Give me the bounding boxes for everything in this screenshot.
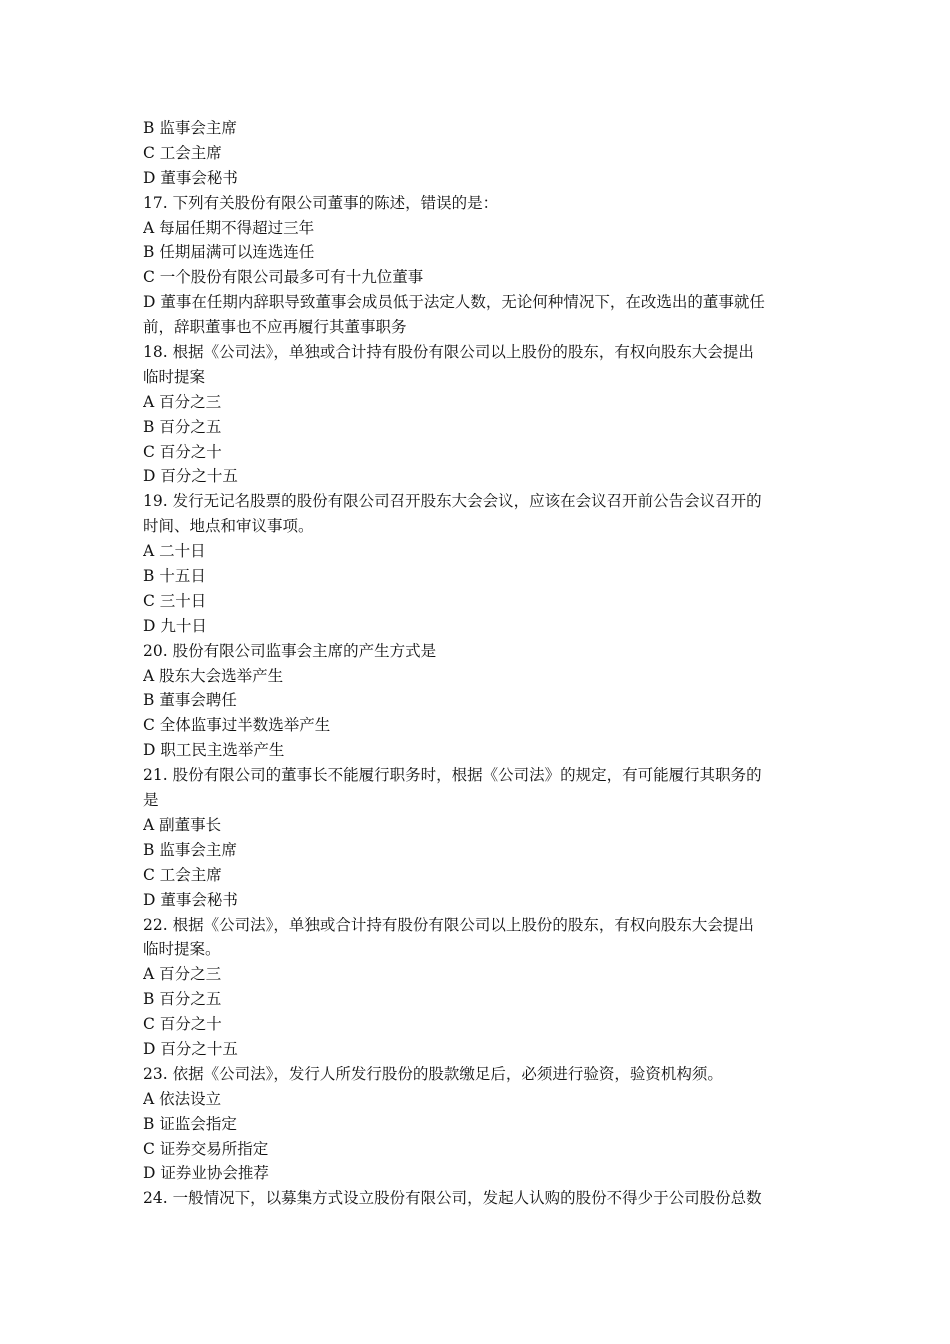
text-line: 21. 股份有限公司的董事长不能履行职务时，根据《公司法》的规定，有可能履行其职务的 [143, 766, 762, 785]
text-line: A 股东大会选举产生 [143, 666, 284, 685]
text-line: 18. 根据《公司法》，单独或合计持有股份有限公司以上股份的股东，有权向股东大会提出 [143, 343, 754, 362]
text-line: B 百分之五 [143, 417, 222, 436]
text-line: D 职工民主选举产生 [143, 741, 285, 760]
text-line: 时间、地点和审议事项。 [143, 517, 314, 536]
text-line: 19. 发行无记名股票的股份有限公司召开股东大会会议，应该在会议召开前公告会议召开的 [143, 492, 762, 511]
text-line: D 证券业协会推荐 [143, 1164, 269, 1183]
text-line: A 依法设立 [143, 1089, 222, 1108]
text-line: B 监事会主席 [143, 119, 237, 137]
text-line: C 工会主席 [143, 143, 222, 162]
text-line: D 百分之十五 [143, 467, 238, 486]
text-line: 临时提案 [143, 367, 206, 386]
text-line: B 任期届满可以连选连任 [143, 243, 315, 262]
text-line: B 百分之五 [143, 990, 222, 1009]
text-line: D 董事会秘书 [143, 890, 238, 909]
text-line: D 百分之十五 [143, 1039, 238, 1058]
text-line: B 董事会聘任 [143, 691, 237, 710]
text-line: A 副董事长 [143, 815, 222, 834]
text-line: C 一个股份有限公司最多可有十九位董事 [143, 268, 424, 287]
text-line: A 百分之三 [143, 392, 222, 411]
text-line: 17. 下列有关股份有限公司董事的陈述，错误的是： [143, 193, 499, 212]
text-line: 24. 一般情况下，以募集方式设立股份有限公司，发起人认购的股份不得少于公司股份总数 [143, 1189, 762, 1208]
text-line: A 每届任期不得超过三年 [143, 218, 315, 237]
text-line: D 九十日 [143, 616, 207, 635]
document-body [143, 116, 813, 1211]
text-line: C 工会主席 [143, 865, 222, 884]
text-line: D 董事在任期内辞职导致董事会成员低于法定人数，无论何种情况下，在改选出的董事就任 [143, 293, 765, 312]
text-line: B 证监会指定 [143, 1114, 237, 1133]
text-line: C 百分之十 [143, 442, 222, 461]
text-line: C 三十日 [143, 591, 207, 610]
text-line: 20. 股份有限公司监事会主席的产生方式是 [143, 641, 437, 660]
text-line: A 二十日 [143, 542, 206, 561]
text-line: 是 [143, 791, 159, 810]
text-line: C 证券交易所指定 [143, 1139, 269, 1158]
text-line: A 百分之三 [143, 965, 222, 984]
text-line: 22. 根据《公司法》，单独或合计持有股份有限公司以上股份的股东，有权向股东大会提出 [143, 915, 754, 934]
text-line: 临时提案。 [143, 940, 221, 959]
text-line: C 全体监事过半数选举产生 [143, 716, 331, 735]
text-line: B 监事会主席 [143, 840, 237, 859]
text-line: 23. 依据《公司法》，发行人所发行股份的股款缴足后，必须进行验资，验资机构须。 [143, 1064, 723, 1083]
text-line: B 十五日 [143, 567, 206, 586]
text-line: C 百分之十 [143, 1015, 222, 1034]
text-line: 前，辞职董事也不应再履行其董事职务 [143, 318, 407, 337]
text-line: D 董事会秘书 [143, 168, 238, 187]
